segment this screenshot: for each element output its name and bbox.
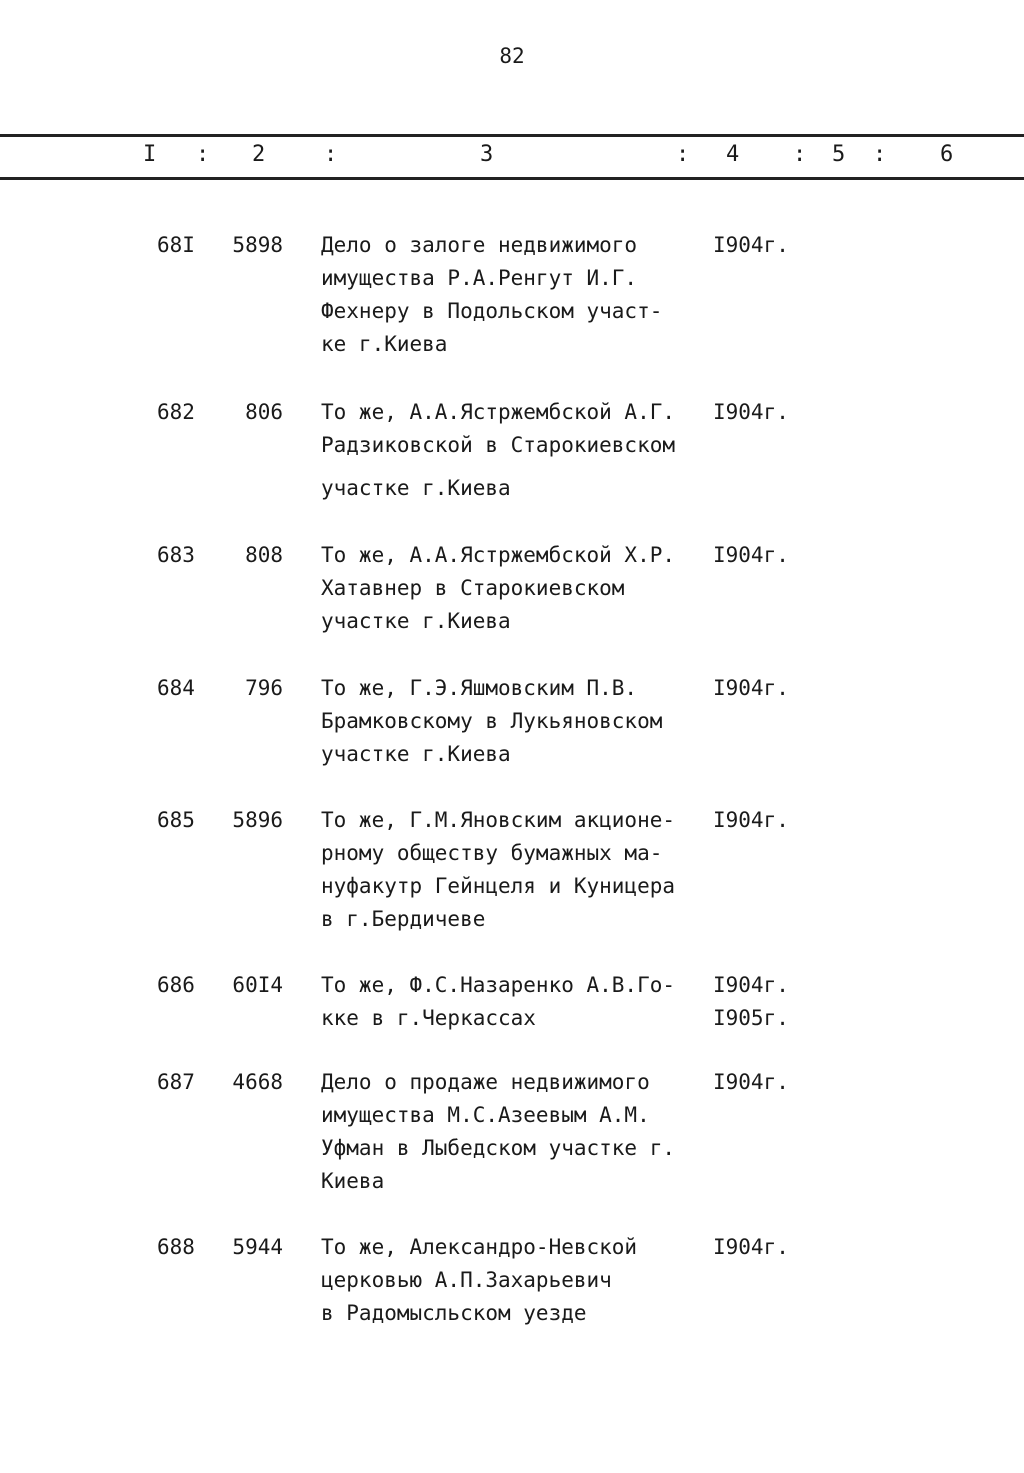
description-line: участке г.Киева bbox=[321, 742, 511, 766]
column-header-cell: : bbox=[793, 142, 807, 167]
item-number: 684 bbox=[157, 676, 195, 700]
year-value: I904г. bbox=[713, 543, 789, 567]
item-number: 68I bbox=[157, 233, 195, 257]
file-code: 806 bbox=[245, 400, 283, 424]
year-value: I904г. bbox=[713, 676, 789, 700]
file-code: 5944 bbox=[232, 1235, 283, 1259]
description-line: Хатавнер в Старокиевском bbox=[321, 576, 625, 600]
file-code: 4668 bbox=[232, 1070, 283, 1094]
header-bottom-rule bbox=[0, 177, 1024, 180]
item-number: 683 bbox=[157, 543, 195, 567]
column-header-cell: : bbox=[676, 142, 690, 167]
description-line: в Радомысльском уезде bbox=[321, 1301, 587, 1325]
year bbox=[713, 1231, 789, 1264]
year-value: I904г. bbox=[713, 1070, 789, 1094]
description bbox=[321, 1231, 711, 1330]
description-line: То же, Ф.С.Назаренко А.В.Го- bbox=[321, 973, 676, 997]
description-line: То же, Г.М.Яновским акционе- bbox=[321, 808, 676, 832]
year bbox=[713, 969, 789, 1035]
year bbox=[713, 1066, 789, 1099]
description-line: Дело о продаже недвижимого bbox=[321, 1070, 650, 1094]
description-line: ке г.Киева bbox=[321, 332, 448, 356]
year-value: I904г. bbox=[713, 233, 789, 257]
column-header-cell: 2 bbox=[252, 142, 266, 167]
description bbox=[321, 396, 711, 505]
year-value: I904г. bbox=[713, 808, 789, 832]
item-number: 688 bbox=[157, 1235, 195, 1259]
year bbox=[713, 672, 789, 705]
description-line: То же, А.А.Ястржембской А.Г. bbox=[321, 400, 676, 424]
description-line: Фехнеру в Подольском участ- bbox=[321, 299, 663, 323]
column-header-cell: 5 bbox=[832, 142, 846, 167]
year bbox=[713, 229, 789, 262]
description-line: участке г.Киева bbox=[321, 476, 511, 500]
file-code: 796 bbox=[245, 676, 283, 700]
description-line: Дело о залоге недвижимого bbox=[321, 233, 638, 257]
description bbox=[321, 229, 711, 361]
description-line: имущества М.С.Азеевым А.М. bbox=[321, 1103, 650, 1127]
column-header-cell: : bbox=[324, 142, 338, 167]
year-value: I904г. bbox=[713, 1235, 789, 1259]
file-code: 808 bbox=[245, 543, 283, 567]
description-line: в г.Бердичеве bbox=[321, 907, 486, 931]
column-header-cell: I bbox=[143, 142, 157, 167]
description-line: Уфман в Лыбедском участке г. bbox=[321, 1136, 676, 1160]
description-line: имущества Р.А.Ренгут И.Г. bbox=[321, 266, 638, 290]
description-line: Радзиковской в Старокиевском bbox=[321, 433, 676, 457]
year bbox=[713, 539, 789, 572]
column-header-cell: 4 bbox=[726, 142, 740, 167]
column-header-cell: 3 bbox=[480, 142, 494, 167]
description-line: церковью А.П.Захарьевич bbox=[321, 1268, 612, 1292]
item-number: 687 bbox=[157, 1070, 195, 1094]
file-code: 60I4 bbox=[232, 973, 283, 997]
description-line: кке в г.Черкассах bbox=[321, 1006, 536, 1030]
description bbox=[321, 804, 711, 936]
year-value: I904г. bbox=[713, 400, 789, 424]
description-line: То же, А.А.Ястржембской Х.Р. bbox=[321, 543, 676, 567]
description-line: рному обществу бумажных ма- bbox=[321, 841, 663, 865]
item-number: 682 bbox=[157, 400, 195, 424]
description bbox=[321, 969, 711, 1035]
year-value: I904г. bbox=[713, 973, 789, 997]
column-header-cell: : bbox=[196, 142, 210, 167]
column-header-cell: : bbox=[873, 142, 887, 167]
file-code: 5896 bbox=[232, 808, 283, 832]
description-line: Киева bbox=[321, 1169, 385, 1193]
description bbox=[321, 1066, 711, 1198]
item-number: 685 bbox=[157, 808, 195, 832]
year bbox=[713, 396, 789, 429]
year-value: I905г. bbox=[713, 1006, 789, 1030]
description-line: То же, Г.Э.Яшмовским П.В. bbox=[321, 676, 638, 700]
column-header-cell: 6 bbox=[940, 142, 954, 167]
description-line: То же, Александро-Невской bbox=[321, 1235, 638, 1259]
description-line: нуфакутр Гейнцеля и Куницера bbox=[321, 874, 676, 898]
item-number: 686 bbox=[157, 973, 195, 997]
description bbox=[321, 672, 711, 771]
header-top-rule bbox=[0, 134, 1024, 137]
description-line: участке г.Киева bbox=[321, 609, 511, 633]
description-line: Брамковскому в Лукьяновском bbox=[321, 709, 663, 733]
description bbox=[321, 539, 711, 638]
page-number: 82 bbox=[499, 44, 525, 68]
year bbox=[713, 804, 789, 837]
file-code: 5898 bbox=[232, 233, 283, 257]
